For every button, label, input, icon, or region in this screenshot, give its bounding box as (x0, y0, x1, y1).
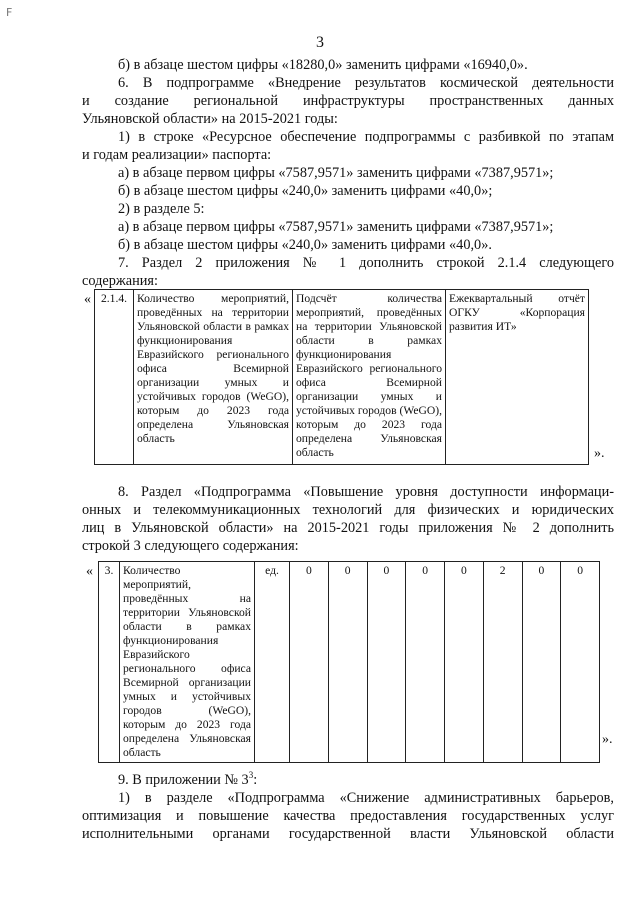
item9-text: 9. В приложении № 3 (118, 771, 249, 788)
table2-value: 0 (367, 562, 406, 763)
item6-2b: б) в абзаце шестом цифры «240,0» заменить цифрами «40,0». (118, 237, 492, 253)
table1-source: Ежеквартальный отчёт ОГКУ «Корпорация развития ИТ» (446, 290, 589, 465)
table2-value: 2 (483, 562, 522, 763)
table2-row (99, 562, 600, 763)
item9-1-line3: исполнительными органами государственной власти Ульяновской области (82, 825, 614, 842)
item6-2: 2) в разделе 5: (118, 201, 205, 217)
table2-value: 0 (406, 562, 445, 763)
item6-line1: 6. В подпрограмме «Внедрение результатов космической деятельности (118, 75, 614, 91)
item7-line1: 7. Раздел 2 приложения № 1 дополнить строкой 2.1.4 следующего (118, 255, 614, 271)
item9-superscript: 3 (248, 770, 254, 780)
table2-value: 0 (561, 562, 600, 763)
item8-line2: онных и телекоммуникационных технологий для физических и юридических (82, 502, 614, 518)
item9 (82, 766, 614, 789)
table1-row (95, 290, 589, 465)
item8-line1: 8. Раздел «Подпрограмма «Повышение уровня доступности информаци- (118, 484, 614, 500)
table1-method: Подсчёт количества мероприятий, проведённых на территории Ульяновской области в рамках функционирования Евразийского регионального офиса Всемирной организации умных и устойчивых городов (WeGO), которым до 2023 года определена Ульяновская область (293, 290, 446, 465)
item7-line2: содержания: (82, 273, 158, 289)
table2-close-quote: ». (602, 732, 613, 747)
item6-line3: Ульяновской области» на 2015-2021 годы: (82, 111, 338, 127)
table2-value: 0 (328, 562, 367, 763)
item6-line2: и создание региональной инфраструктуры пространственных данных (82, 93, 614, 109)
paragraph-5b: б) в абзаце шестом цифры «18280,0» заменить цифрами «16940,0». (118, 57, 528, 73)
item6-1a: а) в абзаце первом цифры «7587,9571» заменить цифрами «7387,9571»; (118, 165, 554, 181)
document-body-3 (82, 766, 614, 843)
table1-open-quote: « (84, 292, 91, 307)
table1-num: 2.1.4. (95, 290, 134, 465)
table1-close-quote: ». (594, 446, 605, 461)
page-number: 3 (316, 34, 324, 51)
table2-unit: ед. (255, 562, 290, 763)
item9-1-line2: оптимизация и повышение качества предоставления государственных услуг (82, 807, 614, 824)
table2-value: 0 (445, 562, 484, 763)
item6-1-line1: 1) в строке «Ресурсное обеспечение подпрограммы с разбивкой по этапам (118, 129, 614, 145)
corner-mark: F (6, 6, 13, 19)
item8-line4: строкой 3 следующего содержания: (82, 538, 299, 554)
table2-value: 0 (522, 562, 561, 763)
table2-open-quote: « (86, 564, 93, 579)
table2-indicator: Количество мероприятий, проведённых на территории Ульяновской области в рамках функционирования Евразийского регионального офиса Всемирной организации умных и устойчивых городов (WeGO), которым до 2023 года определена Ульяновская область (120, 562, 255, 763)
table1-indicator: Количество мероприятий, проведённых на территории Ульяновской области в рамках функционирования Евразийского регионального офиса Всемирной организации умных и устойчивых городов (WeGO), которым до 2023 года определена Ульяновская область (134, 290, 293, 465)
item9-1-line1: 1) в разделе «Подпрограмма «Снижение административных барьеров, (118, 789, 614, 806)
document-body (82, 56, 614, 290)
table2 (98, 561, 600, 763)
item6-1b: б) в абзаце шестом цифры «240,0» заменить цифрами «40,0»; (118, 183, 493, 199)
document-body-2 (82, 483, 614, 555)
item6-2a: а) в абзаце первом цифры «7587,9571» заменить цифрами «7387,9571»; (118, 219, 554, 235)
table1 (94, 289, 589, 465)
item9-colon: : (253, 771, 258, 788)
table2-num: 3. (99, 562, 120, 763)
item6-1-line2: и годам реализации» паспорта: (82, 147, 272, 163)
table2-value: 0 (290, 562, 329, 763)
item8-line3: лиц в Ульяновской области» на 2015-2021 годы приложения № 2 дополнить (82, 520, 614, 536)
